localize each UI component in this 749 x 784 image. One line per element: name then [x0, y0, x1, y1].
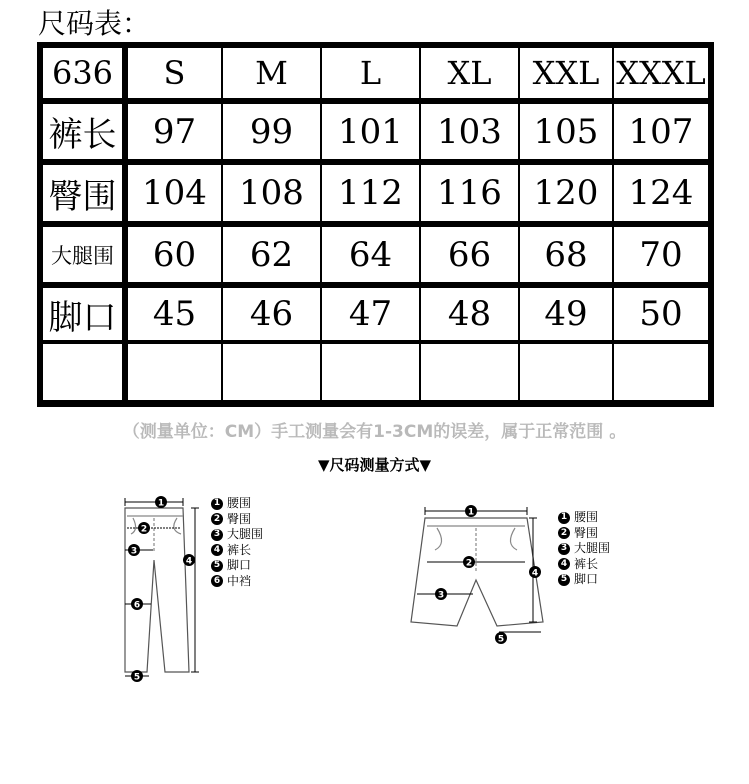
- row-label-empty: [43, 344, 122, 400]
- legend-item: [211, 558, 263, 574]
- table-cell: [614, 344, 708, 400]
- table-cell: 45: [128, 288, 221, 340]
- table-cell: 70: [614, 227, 708, 282]
- row-label-hip: 臀围: [43, 165, 122, 221]
- header-cell-xl: XL: [421, 48, 518, 98]
- legend-label: 脚口: [227, 558, 252, 572]
- legend-label: 臀围: [574, 525, 599, 540]
- legend-number: 6: [211, 575, 223, 587]
- legend-number: 3: [558, 543, 570, 555]
- table-cell: [128, 344, 221, 400]
- marker-4: 4: [185, 556, 193, 567]
- legend-item: [558, 541, 610, 557]
- legend-item: [558, 526, 610, 542]
- table-cell: 46: [223, 288, 320, 340]
- marker-5: 5: [133, 672, 141, 683]
- table-cell: [223, 344, 320, 400]
- pants-legend: [211, 496, 263, 589]
- legend-item: [558, 557, 610, 573]
- table-cell: 50: [614, 288, 708, 340]
- marker-3: 3: [130, 546, 138, 557]
- marker-2: 2: [465, 558, 473, 569]
- pants-diagram: [115, 490, 205, 685]
- legend-number: 2: [558, 527, 570, 539]
- header-cell-xxl: XXL: [520, 48, 612, 98]
- table-cell: 107: [614, 104, 708, 159]
- marker-1: 1: [467, 507, 475, 518]
- size-chart-table: [37, 42, 714, 407]
- marker-1: 1: [157, 498, 165, 509]
- table-cell: 112: [322, 165, 419, 221]
- marker-5: 5: [497, 634, 505, 645]
- legend-item: [211, 512, 263, 528]
- legend-number: 5: [211, 560, 223, 572]
- legend-number: 2: [211, 513, 223, 525]
- legend-item: [211, 496, 263, 512]
- legend-number: 1: [211, 498, 223, 510]
- header-cell-s: S: [128, 48, 221, 98]
- table-cell: 103: [421, 104, 518, 159]
- table-cell: [322, 344, 419, 400]
- table-cell: 99: [223, 104, 320, 159]
- legend-label: 腰围: [227, 496, 252, 510]
- legend-label: 大腿围: [227, 527, 264, 541]
- table-cell: 124: [614, 165, 708, 221]
- legend-item: [558, 510, 610, 526]
- table-cell: 97: [128, 104, 221, 159]
- legend-item: [211, 543, 263, 559]
- header-cell-l: L: [322, 48, 419, 98]
- legend-label: 臀围: [227, 511, 252, 526]
- table-cell: 104: [128, 165, 221, 221]
- table-cell: 49: [520, 288, 612, 340]
- legend-number: 5: [558, 574, 570, 586]
- legend-label: 大腿围: [574, 541, 611, 555]
- legend-label: 腰围: [574, 510, 599, 524]
- shorts-outline: [411, 518, 543, 626]
- marker-4: 4: [531, 568, 539, 579]
- page-title: 尺码表：: [38, 7, 151, 40]
- legend-item: [211, 574, 263, 590]
- table-cell: 101: [322, 104, 419, 159]
- table-cell: 47: [322, 288, 419, 340]
- legend-label: 裤长: [227, 542, 252, 557]
- row-label-length: 裤长: [43, 104, 122, 159]
- marker-6: 6: [133, 600, 141, 611]
- table-cell: 62: [223, 227, 320, 282]
- table-cell: [520, 344, 612, 400]
- table-cell: [421, 344, 518, 400]
- marker-3: 3: [437, 590, 445, 601]
- shorts-diagram: [405, 500, 555, 650]
- marker-2: 2: [140, 524, 148, 535]
- legend-label: 中裆: [227, 573, 252, 588]
- header-cell-xxxl: XXXL: [614, 48, 708, 98]
- table-cell: 116: [421, 165, 518, 221]
- header-cell-m: M: [223, 48, 320, 98]
- table-cell: 48: [421, 288, 518, 340]
- legend-label: 裤长: [574, 556, 599, 571]
- legend-item: [211, 527, 263, 543]
- legend-item: [558, 572, 610, 588]
- legend-number: 4: [558, 558, 570, 570]
- legend-label: 脚口: [574, 572, 599, 586]
- pants-outline: [125, 508, 189, 672]
- shorts-legend: [558, 510, 610, 588]
- table-cell: 60: [128, 227, 221, 282]
- pants-markers: [128, 496, 195, 683]
- table-cell: 68: [520, 227, 612, 282]
- table-cell: 66: [421, 227, 518, 282]
- row-label-leg-opening: 脚口: [43, 288, 122, 340]
- legend-number: 3: [211, 529, 223, 541]
- table-cell: 108: [223, 165, 320, 221]
- table-cell: 64: [322, 227, 419, 282]
- measure-method-title: ▼尺码测量方式▼: [317, 456, 432, 474]
- legend-number: 4: [211, 544, 223, 556]
- measurement-note: （测量单位：CM）手工测量会有1-3CM的误差，属于正常范围 。: [122, 422, 627, 442]
- header-cell-model: 636: [43, 48, 122, 98]
- table-cell: 120: [520, 165, 612, 221]
- legend-number: 1: [558, 512, 570, 524]
- row-label-thigh: 大腿围: [43, 227, 122, 282]
- table-cell: 105: [520, 104, 612, 159]
